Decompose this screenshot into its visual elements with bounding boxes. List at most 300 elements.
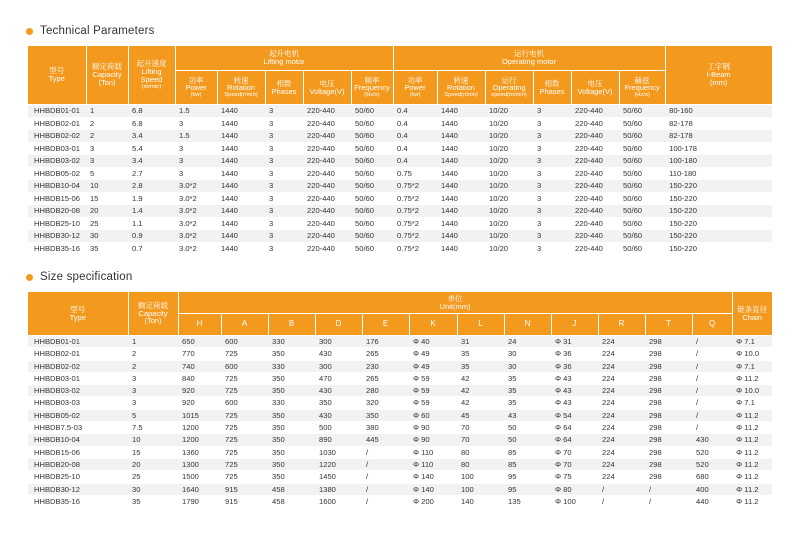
dimension-column-header: B [268, 314, 315, 336]
table-cell: 50/60 [619, 105, 665, 118]
table-cell: Φ 59 [409, 397, 457, 409]
dimension-column-header: T [645, 314, 692, 336]
table-cell: 298 [645, 458, 692, 470]
table-cell: 1440 [437, 117, 485, 130]
table-cell: 3 [265, 117, 303, 130]
table-cell: Φ 80 [551, 483, 598, 495]
table-cell: 3 [533, 205, 571, 218]
table-cell: 3.0*2 [175, 205, 217, 218]
table-row [28, 471, 772, 483]
size-specification-title: Size specification [40, 271, 133, 283]
table-cell: 0.75*2 [393, 242, 437, 255]
table-cell: 50/60 [619, 167, 665, 180]
table-cell: Φ 59 [409, 372, 457, 384]
table-cell: 330 [268, 360, 315, 372]
table-cell: 3 [533, 105, 571, 118]
table-cell: 350 [268, 434, 315, 446]
table-cell: Φ 60 [409, 409, 457, 421]
model-header: 型号 Type [28, 46, 86, 105]
table-cell: 35 [504, 385, 551, 397]
table-cell: 1440 [437, 230, 485, 243]
table-cell: 1790 [178, 495, 221, 507]
table-cell: 70 [457, 434, 504, 446]
table-cell: 10/20 [485, 205, 533, 218]
table-cell: 100 [457, 471, 504, 483]
table-cell: 224 [598, 348, 645, 360]
table-cell: 3 [533, 167, 571, 180]
table-cell: 920 [178, 397, 221, 409]
table-cell: 224 [598, 422, 645, 434]
table-cell: HHBDB02-01 [28, 348, 128, 360]
table-cell: 220-440 [303, 192, 351, 205]
table-cell: 50/60 [351, 117, 393, 130]
table-cell: / [692, 336, 732, 348]
table-cell: 300 [315, 360, 362, 372]
table-row [28, 495, 772, 507]
table-cell: / [692, 409, 732, 421]
dimension-column-header: D [315, 314, 362, 336]
table-cell: 915 [221, 483, 268, 495]
table-cell: 3 [533, 142, 571, 155]
table-cell: 35 [504, 372, 551, 384]
ibeam-header: 工字钢 I-Beam (mm) [665, 46, 772, 105]
lifting-motor-subheader: 功率 Power (kw) [175, 71, 217, 105]
table-cell: 10/20 [485, 155, 533, 168]
table-cell: 350 [268, 409, 315, 421]
operating-motor-subheader: 功率 Power (kw) [393, 71, 437, 105]
table-cell: 150-220 [665, 217, 772, 230]
table-cell: 1440 [437, 155, 485, 168]
table-cell: 2.8 [128, 180, 175, 193]
table-row [28, 336, 772, 348]
size-capacity-header: 额定荷载 Capacity (Ton) [128, 292, 178, 336]
table-row [28, 192, 772, 205]
table-cell: 42 [457, 372, 504, 384]
table-cell: 330 [268, 336, 315, 348]
table-cell: 725 [221, 348, 268, 360]
table-cell: 80 [457, 458, 504, 470]
table-cell: 298 [645, 372, 692, 384]
table-cell: 1440 [437, 242, 485, 255]
table-cell: 2.7 [128, 167, 175, 180]
table-cell: 1440 [437, 167, 485, 180]
table-cell: 50/60 [351, 105, 393, 118]
table-cell: HHBDB05-02 [28, 167, 86, 180]
table-cell: Φ 59 [409, 385, 457, 397]
table-cell: 350 [268, 348, 315, 360]
table-cell: 50/60 [351, 217, 393, 230]
table-cell: Φ 11.2 [732, 422, 772, 434]
table-cell: 3 [533, 180, 571, 193]
table-cell: 10 [128, 434, 178, 446]
table-cell: 224 [598, 446, 645, 458]
table-cell: 15 [128, 446, 178, 458]
table-cell: 3.0*2 [175, 217, 217, 230]
table-cell: 890 [315, 434, 362, 446]
table-cell: 1440 [217, 142, 265, 155]
table-cell: 224 [598, 397, 645, 409]
table-cell: 150-220 [665, 205, 772, 218]
table-row [28, 242, 772, 255]
table-cell: 1200 [178, 434, 221, 446]
table-cell: HHBDB30-12 [28, 230, 86, 243]
table-cell: 82-178 [665, 130, 772, 143]
table-cell: 1380 [315, 483, 362, 495]
table-cell: 100-178 [665, 142, 772, 155]
table-cell: 150-220 [665, 230, 772, 243]
table-cell: Φ 43 [551, 372, 598, 384]
table-cell: 1.9 [128, 192, 175, 205]
table-cell: 298 [645, 348, 692, 360]
table-cell: HHBDB20-08 [28, 458, 128, 470]
table-cell: Φ 90 [409, 422, 457, 434]
table-cell: HHBDB03-03 [28, 397, 128, 409]
table-row [28, 385, 772, 397]
table-cell: Φ 110 [409, 446, 457, 458]
table-cell: 3 [265, 142, 303, 155]
table-cell: 0.4 [393, 130, 437, 143]
table-cell: 1.5 [175, 105, 217, 118]
table-cell: 1440 [217, 130, 265, 143]
table-cell: 1440 [217, 242, 265, 255]
table-cell: 50 [504, 434, 551, 446]
table-cell: 85 [504, 446, 551, 458]
table-cell: 840 [178, 372, 221, 384]
table-cell: 920 [178, 385, 221, 397]
table-cell: 680 [692, 471, 732, 483]
table-cell: 470 [315, 372, 362, 384]
table-cell: 1 [86, 105, 128, 118]
table-cell: 1440 [437, 217, 485, 230]
table-cell: 230 [362, 360, 409, 372]
table-row [28, 167, 772, 180]
table-cell: 3 [533, 217, 571, 230]
unit-header: 单位 Unit(mm) [178, 292, 732, 314]
operating-motor-subheader: 转速 Rotation Speed(r/min) [437, 71, 485, 105]
table-cell: 220-440 [303, 117, 351, 130]
table-cell: Φ 70 [551, 446, 598, 458]
table-cell: 298 [645, 434, 692, 446]
table-cell: Φ 140 [409, 483, 457, 495]
table-cell: 3.4 [128, 130, 175, 143]
table-cell: 3 [265, 105, 303, 118]
table-cell: / [362, 458, 409, 470]
table-row [28, 117, 772, 130]
table-cell: 35 [457, 360, 504, 372]
table-row [28, 409, 772, 421]
table-cell: 220-440 [571, 142, 619, 155]
table-cell: 85 [504, 458, 551, 470]
dimension-column-header: L [457, 314, 504, 336]
table-cell: 220-440 [303, 130, 351, 143]
table-cell: Φ 43 [551, 385, 598, 397]
table-cell: 1440 [437, 130, 485, 143]
table-cell: 0.4 [393, 155, 437, 168]
dimension-column-header: A [221, 314, 268, 336]
table-cell: 725 [221, 372, 268, 384]
table-cell: 95 [504, 471, 551, 483]
table-row [28, 230, 772, 243]
bullet-dot-icon [26, 274, 33, 281]
table-cell: 1440 [437, 192, 485, 205]
table-cell: 400 [692, 483, 732, 495]
table-cell: HHBDB03-02 [28, 385, 128, 397]
table-cell: Φ 11.2 [732, 372, 772, 384]
table-cell: 458 [268, 495, 315, 507]
table-cell: 140 [457, 495, 504, 507]
table-cell: 1440 [217, 167, 265, 180]
table-cell: 42 [457, 397, 504, 409]
table-cell: 3 [265, 180, 303, 193]
table-cell: 265 [362, 372, 409, 384]
table-cell: 3 [533, 117, 571, 130]
table-cell: HHBDB10-04 [28, 434, 128, 446]
table-cell: 725 [221, 434, 268, 446]
table-cell: 100 [457, 483, 504, 495]
table-cell: 430 [315, 385, 362, 397]
table-cell: 740 [178, 360, 221, 372]
table-cell: HHBDB05-02 [28, 409, 128, 421]
table-cell: 3 [86, 155, 128, 168]
table-cell: HHBDB01-01 [28, 105, 86, 118]
table-cell: 6.8 [128, 117, 175, 130]
table-cell: 50/60 [619, 155, 665, 168]
table-cell: 1600 [315, 495, 362, 507]
table-cell: 50/60 [351, 230, 393, 243]
table-cell: 3 [128, 372, 178, 384]
table-cell: 220-440 [303, 167, 351, 180]
table-cell: 725 [221, 471, 268, 483]
table-row [28, 155, 772, 168]
table-row [28, 360, 772, 372]
table-cell: Φ 10.0 [732, 385, 772, 397]
table-cell: 220-440 [303, 217, 351, 230]
table-cell: 3 [265, 192, 303, 205]
table-row [28, 458, 772, 470]
table-cell: 725 [221, 446, 268, 458]
table-cell: 10/20 [485, 192, 533, 205]
table-cell: 725 [221, 422, 268, 434]
table-cell: 43 [504, 409, 551, 421]
table-cell: 30 [504, 360, 551, 372]
table-cell: 0.4 [393, 117, 437, 130]
table-cell: 30 [86, 230, 128, 243]
table-row [28, 446, 772, 458]
table-cell: 1640 [178, 483, 221, 495]
table-cell: 10/20 [485, 105, 533, 118]
table-cell: HHBDB35-16 [28, 495, 128, 507]
table-cell: / [692, 385, 732, 397]
table-cell: HHBDB10-04 [28, 180, 86, 193]
dimension-column-header: H [178, 314, 221, 336]
table-cell: Φ 7.1 [732, 336, 772, 348]
dimension-column-header: R [598, 314, 645, 336]
table-cell: 298 [645, 336, 692, 348]
table-cell: 220-440 [303, 205, 351, 218]
table-cell: 1440 [217, 105, 265, 118]
table-cell: 330 [268, 397, 315, 409]
table-cell: 82-178 [665, 117, 772, 130]
table-cell: 25 [128, 471, 178, 483]
table-cell: 10/20 [485, 217, 533, 230]
table-cell: 50/60 [351, 130, 393, 143]
table-cell: 500 [315, 422, 362, 434]
table-cell: 380 [362, 422, 409, 434]
table-cell: 220-440 [571, 117, 619, 130]
table-cell: 10/20 [485, 242, 533, 255]
size-specification-table [28, 292, 773, 508]
table-cell: 220-440 [303, 180, 351, 193]
operating-motor-subheader: 运行 Operating speed(m/min) [485, 71, 533, 105]
table-cell: 3 [533, 230, 571, 243]
table-cell: 100-180 [665, 155, 772, 168]
table-cell: 3 [265, 155, 303, 168]
table-cell: 150-220 [665, 192, 772, 205]
table-cell: 35 [128, 495, 178, 507]
table-cell: 0.7 [128, 242, 175, 255]
table-cell: 220-440 [571, 230, 619, 243]
table-row [28, 372, 772, 384]
table-cell: 50/60 [351, 192, 393, 205]
table-cell: 3 [175, 117, 217, 130]
table-cell: 0.75*2 [393, 205, 437, 218]
table-cell: 1200 [178, 422, 221, 434]
table-cell: 220-440 [303, 142, 351, 155]
table-cell: 50/60 [619, 142, 665, 155]
table-cell: 3.0*2 [175, 230, 217, 243]
table-cell: 3 [265, 130, 303, 143]
table-cell: HHBDB02-02 [28, 130, 86, 143]
table-cell: 50/60 [619, 180, 665, 193]
table-cell: Φ 54 [551, 409, 598, 421]
table-cell: 600 [221, 360, 268, 372]
technical-parameters-title: Technical Parameters [40, 25, 155, 37]
table-cell: Φ 49 [409, 348, 457, 360]
table-cell: Φ 49 [409, 360, 457, 372]
table-cell: 70 [457, 422, 504, 434]
table-cell: HHBDB20-08 [28, 205, 86, 218]
table-cell: 430 [315, 348, 362, 360]
table-cell: 298 [645, 409, 692, 421]
table-cell: 440 [692, 495, 732, 507]
table-cell: 224 [598, 409, 645, 421]
table-cell: 45 [457, 409, 504, 421]
table-cell: 1030 [315, 446, 362, 458]
table-cell: 10/20 [485, 117, 533, 130]
table-row [28, 130, 772, 143]
table-cell: 1440 [217, 180, 265, 193]
table-cell: 0.4 [393, 142, 437, 155]
table-cell: 350 [268, 385, 315, 397]
table-cell: Φ 75 [551, 471, 598, 483]
operating-motor-subheader: 相数 Phases [533, 71, 571, 105]
table-cell: HHBDB25-10 [28, 217, 86, 230]
table-cell: 220-440 [571, 155, 619, 168]
table-cell: 10/20 [485, 130, 533, 143]
table-cell: 0.75*2 [393, 230, 437, 243]
table-cell: Φ 200 [409, 495, 457, 507]
table-cell: HHBDB01-01 [28, 336, 128, 348]
table-cell: Φ 11.2 [732, 409, 772, 421]
table-cell: / [362, 483, 409, 495]
table-cell: 725 [221, 409, 268, 421]
table-cell: 770 [178, 348, 221, 360]
table-cell: 1440 [437, 142, 485, 155]
table-cell: 224 [598, 336, 645, 348]
bullet-dot-icon [26, 28, 33, 35]
table-cell: 150-220 [665, 180, 772, 193]
table-cell: 3.0*2 [175, 192, 217, 205]
table-cell: 3 [86, 142, 128, 155]
table-cell: 220-440 [571, 242, 619, 255]
table-cell: 3 [265, 230, 303, 243]
table-cell: 0.75*2 [393, 180, 437, 193]
table-cell: 1440 [217, 217, 265, 230]
table-cell: 320 [362, 397, 409, 409]
table-cell: HHBDB30-12 [28, 483, 128, 495]
table-cell: HHBDB15-06 [28, 446, 128, 458]
table-cell: / [692, 422, 732, 434]
table-cell: 220-440 [303, 155, 351, 168]
table-cell: / [692, 360, 732, 372]
table-cell: 520 [692, 446, 732, 458]
table-cell: 224 [598, 372, 645, 384]
table-cell: Φ 10.0 [732, 348, 772, 360]
table-cell: Φ 43 [551, 397, 598, 409]
table-cell: 1220 [315, 458, 362, 470]
table-cell: 298 [645, 422, 692, 434]
table-cell: 10/20 [485, 167, 533, 180]
table-cell: 1440 [217, 205, 265, 218]
table-cell: 80-160 [665, 105, 772, 118]
table-cell: 1440 [217, 155, 265, 168]
table-cell: 2 [86, 117, 128, 130]
table-cell: 3 [533, 192, 571, 205]
table-cell: 50 [504, 422, 551, 434]
operating-motor-subheader: 电压 Voltage(V) [571, 71, 619, 105]
table-cell: 430 [315, 409, 362, 421]
table-cell: 0.4 [393, 105, 437, 118]
table-cell: 220-440 [571, 192, 619, 205]
table-row [28, 483, 772, 495]
table-cell: 5 [128, 409, 178, 421]
table-cell: 1440 [217, 192, 265, 205]
dimension-column-header: N [504, 314, 551, 336]
table-cell: Φ 31 [551, 336, 598, 348]
table-cell: 220-440 [571, 130, 619, 143]
table-cell: / [362, 446, 409, 458]
table-cell: 3 [265, 217, 303, 230]
table-cell: HHBDB02-02 [28, 360, 128, 372]
table-cell: 3.0*2 [175, 180, 217, 193]
table-cell: HHBDB03-01 [28, 372, 128, 384]
table-cell: 350 [268, 458, 315, 470]
table-cell: 1.5 [175, 130, 217, 143]
table-cell: HHBDB03-02 [28, 155, 86, 168]
table-row [28, 434, 772, 446]
table-cell: 350 [362, 409, 409, 421]
table-cell: 224 [598, 360, 645, 372]
table-cell: 298 [645, 397, 692, 409]
dimension-column-header: K [409, 314, 457, 336]
table-cell: 224 [598, 434, 645, 446]
table-cell: 220-440 [571, 167, 619, 180]
table-cell: 220-440 [571, 205, 619, 218]
table-cell: 0.75*2 [393, 217, 437, 230]
table-cell: Φ 11.2 [732, 483, 772, 495]
table-cell: HHBDB7.5-03 [28, 422, 128, 434]
table-cell: 2 [128, 360, 178, 372]
